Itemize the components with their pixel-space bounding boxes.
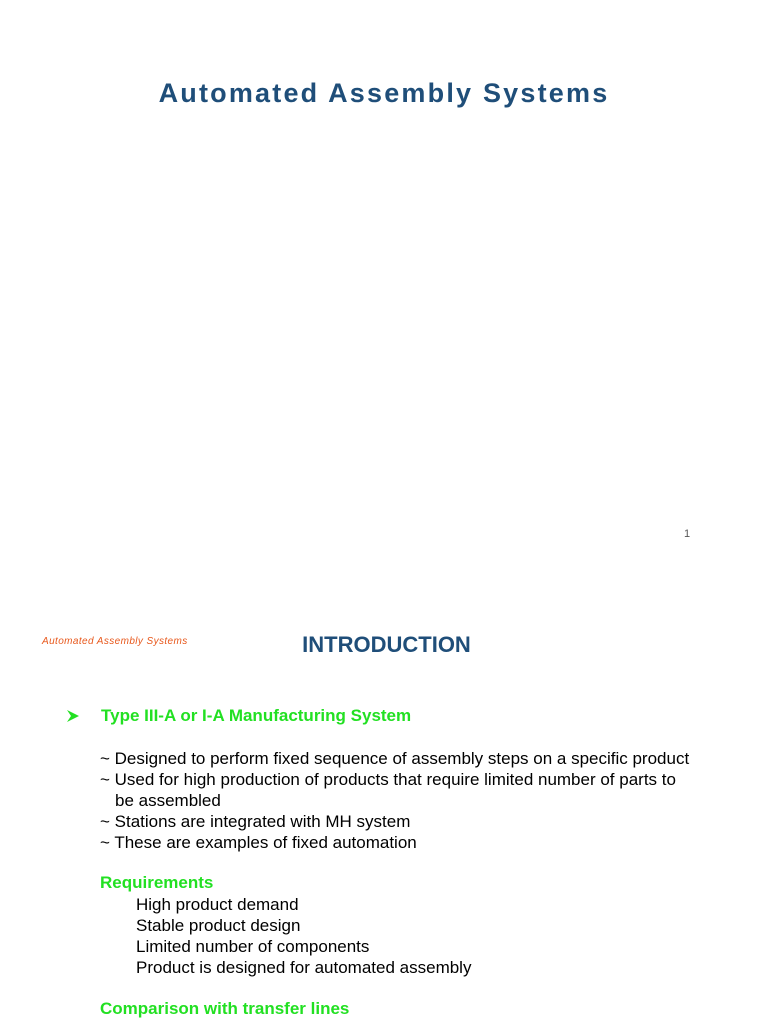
description-list: [100, 748, 689, 853]
requirement-item: Limited number of components: [136, 937, 370, 956]
requirement-item: Stable product design: [136, 916, 301, 935]
description-line: ~ These are examples of fixed automation: [100, 833, 417, 852]
page-number: 1: [684, 528, 691, 540]
description-line: ~ Designed to perform fixed sequence of assembly steps on a specific product: [100, 749, 690, 768]
running-header: Automated Assembly Systems: [42, 636, 188, 647]
bullet-heading-row: [66, 706, 411, 726]
requirement-item: Product is designed for automated assembly: [136, 958, 472, 977]
slide-2: [0, 596, 768, 1024]
description-line: ~ Stations are integrated with MH system: [100, 812, 411, 831]
arrow-bullet-icon: [66, 708, 80, 724]
manufacturing-system-heading: Type III-A or I-A Manufacturing System: [101, 706, 412, 725]
section-title: INTRODUCTION: [302, 632, 471, 657]
requirement-item: High product demand: [136, 895, 299, 914]
requirements-heading: Requirements: [100, 873, 214, 892]
comparison-heading: Comparison with transfer lines: [100, 999, 350, 1018]
slide-title: Automated Assembly Systems: [158, 78, 610, 108]
description-line: ~ Used for high production of products that require limited number of parts to: [100, 770, 676, 789]
description-line: be assembled: [115, 791, 221, 810]
requirements-list: [136, 894, 471, 978]
